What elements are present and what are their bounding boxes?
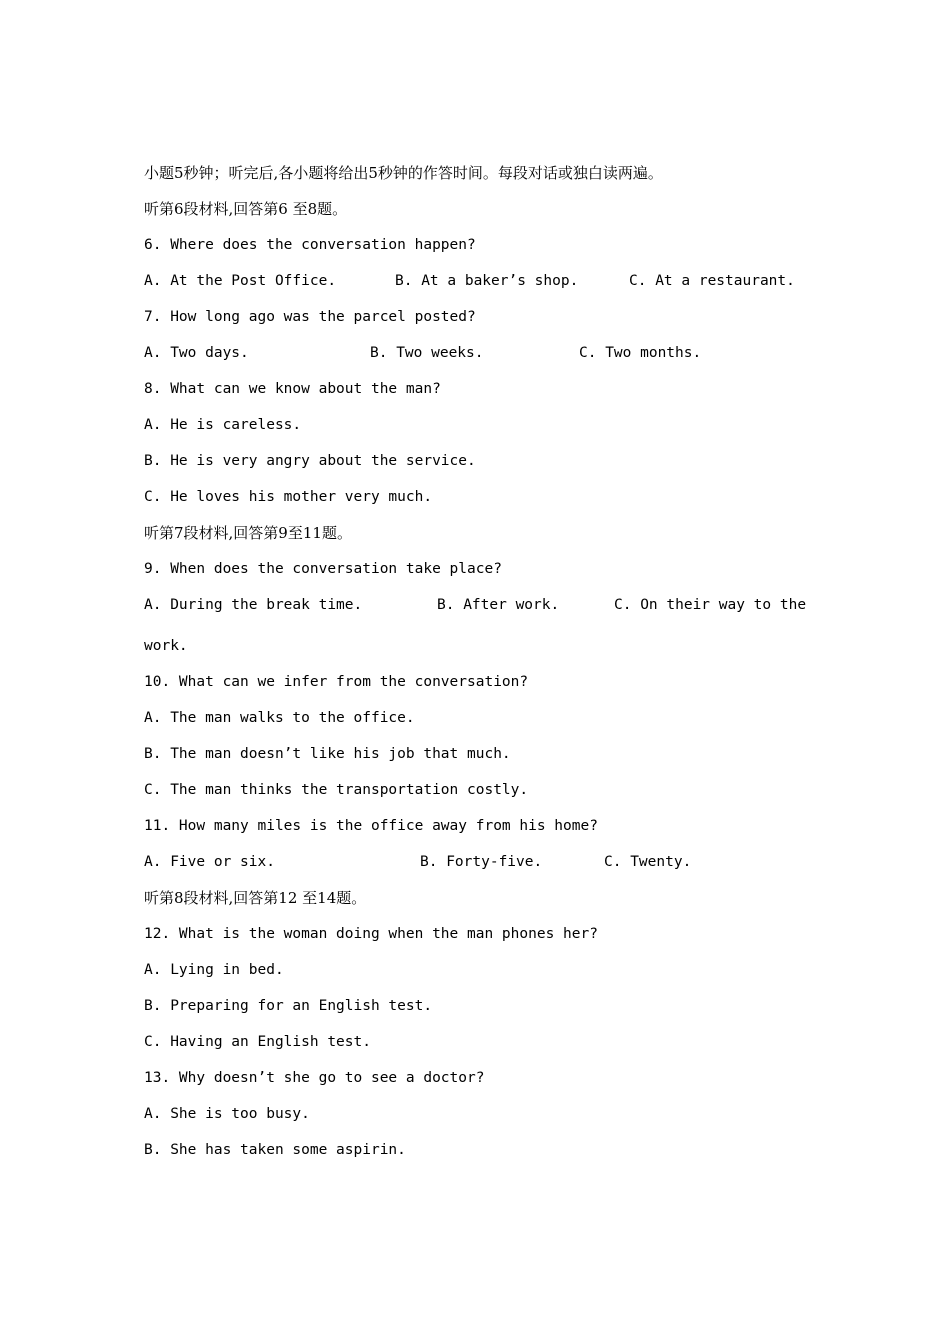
question-6-option-a: A. At the Post Office. [144,273,337,289]
question-10-option-c: C. The man thinks the transportation costly. [144,782,529,798]
question-6-option-b: B. At a baker’s shop. [395,273,579,289]
question-8-option-c: C. He loves his mother very much. [144,489,433,505]
question-12: 12. What is the woman doing when the man phones her? [144,926,598,942]
question-13: 13. Why doesn’t she go to see a doctor? [144,1070,485,1086]
question-7: 7. How long ago was the parcel posted? [144,309,476,325]
question-10: 10. What can we infer from the conversation? [144,674,529,690]
question-10-option-a: A. The man walks to the office. [144,710,415,726]
question-10-option-b: B. The man doesn’t like his job that much. [144,746,511,762]
question-7-option-c: C. Two months. [579,345,702,361]
question-13-option-a: A. She is too busy. [144,1106,310,1122]
question-13-option-b: B. She has taken some aspirin. [144,1142,406,1158]
question-8-option-a: A. He is careless. [144,417,302,433]
question-6-option-c: C. At a restaurant. [629,273,795,289]
question-11-option-c: C. Twenty. [604,854,692,870]
section-8-heading: 听第8段材料,回答第12 至14题。 [144,889,367,907]
question-6: 6. Where does the conversation happen? [144,237,476,253]
question-9-option-c-continued: work. [144,638,188,654]
question-9-option-b: B. After work. [437,597,560,613]
question-12-option-a: A. Lying in bed. [144,962,284,978]
question-9-option-a: A. During the break time. [144,597,363,613]
question-7-option-b: B. Two weeks. [370,345,484,361]
section-7-heading: 听第7段材料,回答第9至11题。 [144,524,352,542]
question-12-option-b: B. Preparing for an English test. [144,998,433,1014]
question-11-option-b: B. Forty-five. [420,854,543,870]
instructions-text: 小题5秒钟；听完后,各小题将给出5秒钟的作答时间。每段对话或独白读两遍。 [144,164,663,182]
question-9-option-c: C. On their way to the [614,597,807,613]
question-11-option-a: A. Five or six. [144,854,275,870]
question-8-option-b: B. He is very angry about the service. [144,453,476,469]
question-8: 8. What can we know about the man? [144,381,441,397]
question-11: 11. How many miles is the office away from his home? [144,818,598,834]
question-7-option-a: A. Two days. [144,345,249,361]
question-12-option-c: C. Having an English test. [144,1034,371,1050]
question-9: 9. When does the conversation take place? [144,561,502,577]
section-6-heading: 听第6段材料,回答第6 至8题。 [144,200,348,218]
